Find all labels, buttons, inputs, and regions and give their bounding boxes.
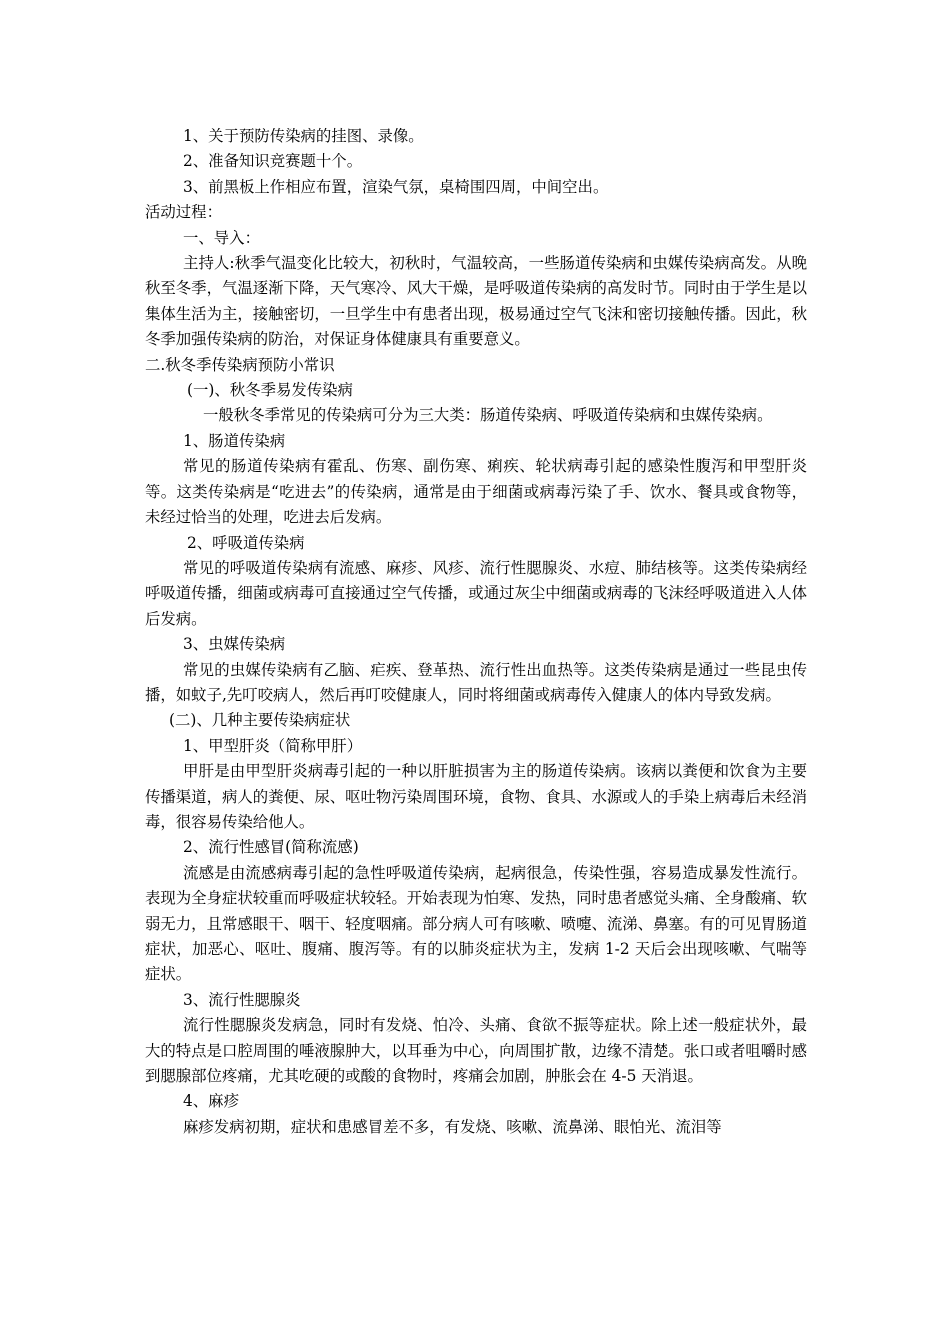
list-item-materials-3: 3、前黑板上作相应布置，渲染气氛，桌椅围四周，中间空出。 [183, 177, 609, 196]
item-heading-intestinal: 1、肠道传染病 [183, 431, 286, 450]
item-heading-hepatitis-a: 1、甲型肝炎（简称甲肝） [183, 736, 363, 755]
section-heading-prevention: 二.秋冬季传染病预防小常识 [145, 355, 335, 374]
item-heading-mumps: 3、流行性腮腺炎 [183, 990, 301, 1009]
paragraph-mumps: 流行性腮腺炎发病急，同时有发烧、怕冷、头痛、食欲不振等症状。除上述一般症状外，最大的特点是口腔周围的唾液腺肿大，以耳垂为中心，向周围扩散，边缘不清楚。张口或者咀嚼时感到腮腺部位疼痛，尤其吃硬的或酸的食物时，疼痛会加剧，肿胀会在 4-5 天消退。 [145, 1016, 807, 1086]
list-item-materials-2: 2、准备知识竞赛题十个。 [183, 152, 363, 171]
paragraph-intestinal: 常见的肠道传染病有霍乱、伤寒、副伤寒、痢疾、轮状病毒引起的感染性腹泻和甲型肝炎等。这类传染病是“吃进去”的传染病，通常是由于细菌或病毒污染了手、饮水、餐具或食物等，未经过恰当的处理，吃进去后发病。 [145, 457, 807, 527]
subheading-symptoms: (二)、几种主要传染病症状 [169, 711, 351, 730]
subheading-intro: 一、导入： [183, 228, 260, 247]
paragraph-hepatitis-a: 甲肝是由甲型肝炎病毒引起的一种以肝脏损害为主的肠道传染病。该病以粪便和饮食为主要传播渠道，病人的粪便、尿、呕吐物污染周围环境，食物、食具、水源或人的手染上病毒后未经消毒，很容易传染给他人。 [145, 762, 807, 831]
item-heading-respiratory: 2、呼吸道传染病 [187, 533, 305, 552]
item-heading-measles: 4、麻疹 [183, 1092, 239, 1111]
item-heading-insect-borne: 3、虫媒传染病 [183, 635, 286, 654]
paragraph-respiratory: 常见的呼吸道传染病有流感、麻疹、风疹、流行性腮腺炎、水痘、肺结核等。这类传染病经呼吸道传播，细菌或病毒可直接通过空气传播，或通过灰尘中细菌或病毒的飞沫经呼吸道进入人体后发病。 [145, 558, 807, 628]
paragraph-insect-borne: 常见的虫媒传染病有乙脑、疟疾、登革热、流行性出血热等。这类传染病是通过一些昆虫传播，如蚊子,先叮咬病人，然后再叮咬健康人，同时将细菌或病毒传入健康人的体内导致发病。 [145, 660, 807, 704]
paragraph-influenza: 流感是由流感病毒引起的急性呼吸道传染病，起病很急，传染性强，容易造成暴发性流行。表现为全身症状较重而呼吸症状较轻。开始表现为怕寒、发热，同时患者感觉头痛、全身酸痛、软弱无力，且常感眼干、咽干、轻度咽痛。部分病人可有咳嗽、喷嚏、流涕、鼻塞。有的可见胃肠道症状，加恶心、呕吐、腹痛、腹泻等。有的以肺炎症状为主，发病 1-2 天后会出现咳嗽、气喘等症状。 [145, 863, 807, 984]
item-heading-influenza: 2、流行性感冒(简称流感) [183, 838, 359, 857]
list-item-materials-1: 1、关于预防传染病的挂图、录像。 [183, 127, 424, 145]
section-heading-activity: 活动过程： [145, 203, 222, 222]
paragraph-measles: 麻疹发病初期，症状和患感冒差不多，有发烧、咳嗽、流鼻涕、眼怕光、流泪等 [183, 1117, 722, 1136]
document-body [145, 124, 807, 1140]
subheading-common-diseases: (一)、秋冬季易发传染病 [187, 381, 353, 400]
paragraph-three-categories: 一般秋冬季常见的传染病可分为三大类：肠道传染病、呼吸道传染病和虫媒传染病。 [203, 406, 773, 425]
paragraph-host-intro: 主持人:秋季气温变化比较大，初秋时，气温较高，一些肠道传染病和虫媒传染病高发。从晚秋至冬季，气温逐渐下降，天气寒冷、风大干燥，是呼吸道传染病的高发时节。同时由于学生是以集体生活为主，接触密切，一旦学生中有患者出现，极易通过空气飞沫和密切接触传播。因此，秋冬季加强传染病的防治，对保证身体健康具有重要意义。 [145, 254, 807, 349]
